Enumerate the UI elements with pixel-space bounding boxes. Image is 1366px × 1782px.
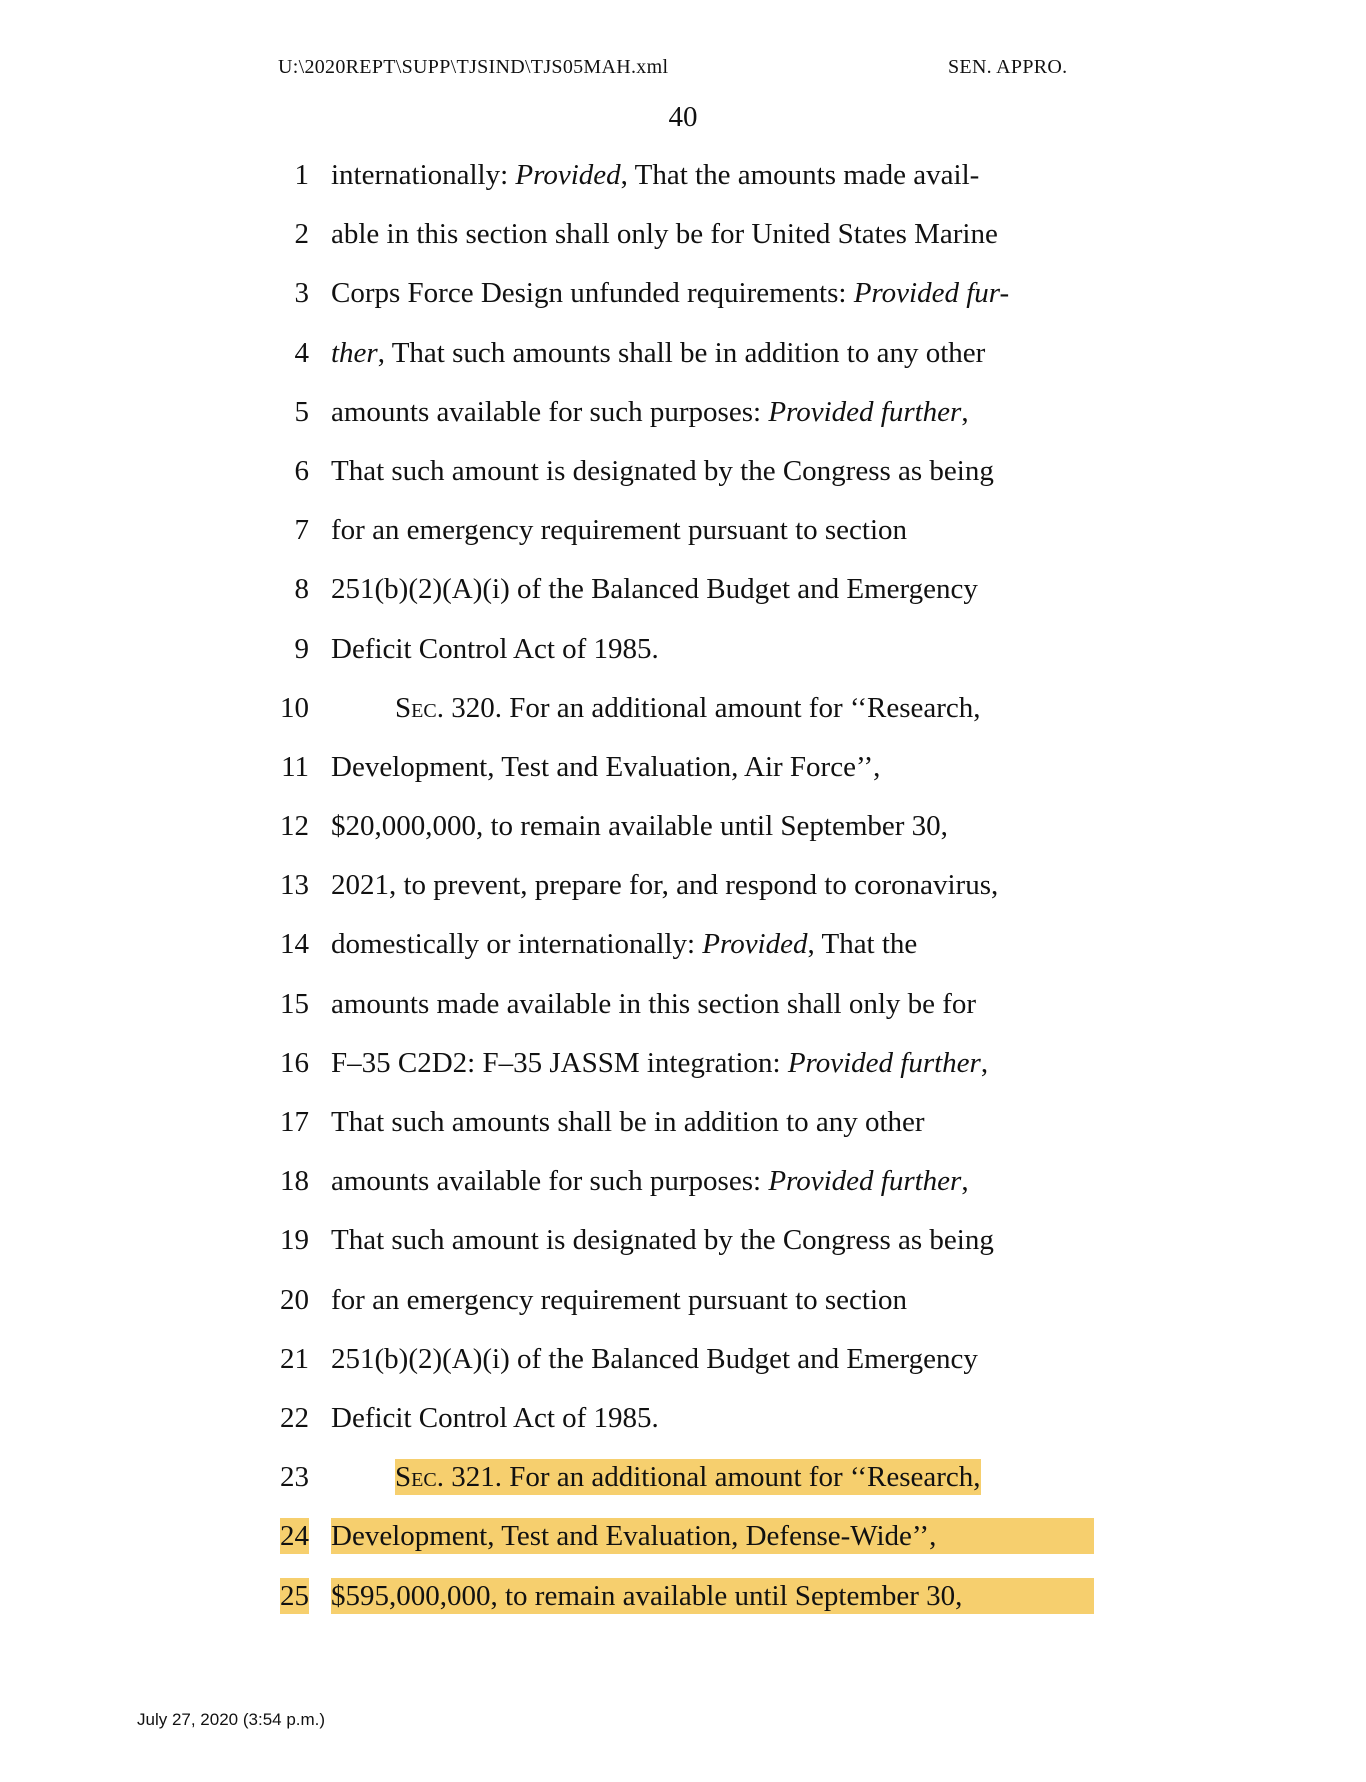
line-text <box>331 749 1094 785</box>
text-run: Corps Force Design unfunded requirements: <box>331 277 854 310</box>
bill-line <box>0 506 1366 565</box>
page-number: 40 <box>668 101 698 133</box>
line-content <box>331 335 985 371</box>
italic-phrase: Provided <box>515 159 621 191</box>
line-text <box>331 394 1094 430</box>
line-content <box>331 216 998 252</box>
bill-line <box>0 447 1366 506</box>
line-number: 4 <box>294 336 309 369</box>
italic-phrase: Provided fur- <box>853 277 1010 310</box>
text-run: . 321. For an additional amount for ‘‘Research, <box>436 1461 981 1494</box>
line-number: 3 <box>294 277 309 310</box>
line-text <box>331 1282 1094 1318</box>
bill-line <box>0 802 1366 861</box>
line-number: 8 <box>294 573 309 606</box>
line-text <box>331 1104 1094 1140</box>
line-content <box>331 926 917 962</box>
line-text <box>331 216 1094 252</box>
text-run: $595,000,000, to remain available until September 30, <box>331 1579 963 1612</box>
text-run: , That such amounts shall be in addition to any other <box>377 336 986 369</box>
bill-line <box>0 980 1366 1039</box>
bill-line <box>0 743 1366 802</box>
text-run: , <box>961 395 969 428</box>
line-content <box>331 1045 988 1081</box>
line-content <box>331 453 994 489</box>
line-text <box>331 1222 1094 1258</box>
text-run: , That the <box>807 928 918 961</box>
line-text <box>331 1400 1094 1436</box>
line-text <box>331 631 1094 667</box>
line-number: 25 <box>280 1579 309 1612</box>
italic-phrase: Provided further <box>768 1165 962 1198</box>
line-content <box>331 1341 978 1377</box>
bill-line <box>0 920 1366 979</box>
line-number: 7 <box>294 514 309 547</box>
line-text <box>331 1045 1094 1081</box>
text-run: Development, Test and Evaluation, Air Force’’, <box>331 750 881 783</box>
line-text <box>331 926 1094 962</box>
text-run: , <box>980 1046 989 1079</box>
text-run: Deficit Control Act of 1985. <box>331 1401 659 1434</box>
line-content <box>395 690 981 726</box>
line-content <box>331 571 978 607</box>
line-text <box>331 157 1094 193</box>
line-number: 12 <box>280 810 309 843</box>
line-text <box>331 867 1094 903</box>
line-text <box>331 808 1094 844</box>
line-content <box>331 749 880 785</box>
text-run: , <box>961 1165 969 1198</box>
line-text <box>331 1163 1094 1199</box>
line-text <box>331 275 1094 311</box>
text-run: for an emergency requirement pursuant to section <box>331 514 908 547</box>
line-number: 14 <box>280 928 309 961</box>
line-content <box>331 631 659 667</box>
italic-phrase: Provided <box>702 928 808 961</box>
line-text <box>331 453 1094 489</box>
line-number: 22 <box>280 1401 309 1434</box>
text-run: Development, Test and Evaluation, Defense-Wide’’, <box>331 1520 937 1553</box>
line-number: 9 <box>294 632 309 665</box>
bill-line <box>0 329 1366 388</box>
line-number: 17 <box>280 1106 309 1138</box>
line-text <box>331 571 1094 607</box>
line-content <box>331 512 907 548</box>
committee-header: SEN. APPRO. <box>948 56 1068 78</box>
bill-line <box>0 1276 1366 1335</box>
line-text <box>331 1459 1094 1495</box>
line-number: 11 <box>281 750 309 783</box>
bill-text-body <box>0 151 1366 1631</box>
line-content <box>331 157 979 193</box>
text-run: for an emergency requirement pursuant to section <box>331 1283 908 1316</box>
italic-phrase: ther <box>331 336 378 369</box>
line-text <box>331 1518 1094 1554</box>
bill-line <box>0 1098 1366 1157</box>
line-content <box>331 1104 925 1140</box>
line-number: 23 <box>280 1461 309 1494</box>
line-content <box>331 808 948 844</box>
line-number: 18 <box>280 1165 309 1198</box>
line-number: 5 <box>294 395 309 428</box>
highlighted-passage <box>395 1459 981 1495</box>
line-number: 10 <box>280 691 309 724</box>
line-content <box>331 1400 659 1436</box>
text-run: That such amount is designated by the Congress as being <box>331 1224 994 1257</box>
line-text <box>331 1341 1094 1377</box>
section-label: Sec <box>395 1461 437 1494</box>
text-run: 251(b)(2)(A)(i) of the Balanced Budget and Emergency <box>331 573 978 606</box>
bill-line <box>0 388 1366 447</box>
bill-line <box>0 269 1366 328</box>
bill-line <box>0 625 1366 684</box>
highlighted-passage <box>331 1518 936 1554</box>
text-run: $20,000,000, to remain available until September 30, <box>331 810 948 843</box>
italic-phrase: Provided further <box>787 1046 981 1079</box>
text-run: amounts available for such purposes: <box>331 1165 769 1198</box>
line-number: 21 <box>280 1342 309 1375</box>
text-run: amounts made available in this section shall only be for <box>331 987 977 1020</box>
line-number: 2 <box>294 218 309 251</box>
footer-timestamp: July 27, 2020 (3:54 p.m.) <box>137 1710 326 1729</box>
text-run: 2021, to prevent, prepare for, and respond to coronavirus, <box>331 869 999 902</box>
line-content <box>331 1222 994 1258</box>
line-content <box>331 275 1009 311</box>
line-text <box>331 335 1094 371</box>
text-run: domestically or internationally: <box>331 928 703 961</box>
bill-line <box>0 1572 1366 1631</box>
text-run: Deficit Control Act of 1985. <box>331 632 659 665</box>
bill-line <box>0 210 1366 269</box>
bill-line <box>0 861 1366 920</box>
section-label: Sec <box>395 691 437 724</box>
line-number: 13 <box>280 869 309 902</box>
text-run: F–35 C2D2: F–35 JASSM integration: <box>331 1046 788 1079</box>
text-run: able in this section shall only be for United States Marine <box>331 218 998 251</box>
text-run: , That the amounts made avail- <box>620 159 980 191</box>
bill-line <box>0 565 1366 624</box>
file-path-header: U:\2020REPT\SUPP\TJSIND\TJS05MAH.xml <box>278 56 669 78</box>
line-number: 1 <box>294 159 309 191</box>
line-number: 24 <box>280 1520 309 1553</box>
line-content <box>331 1282 907 1318</box>
text-run: . 320. For an additional amount for ‘‘Research, <box>436 691 981 724</box>
text-run: amounts available for such purposes: <box>331 395 769 428</box>
line-number: 6 <box>294 454 309 487</box>
bill-line <box>0 1157 1366 1216</box>
text-run: That such amount is designated by the Congress as being <box>331 454 994 487</box>
bill-line <box>0 1216 1366 1275</box>
line-content <box>331 1163 969 1199</box>
text-run: internationally: <box>331 159 516 191</box>
line-content <box>331 394 969 430</box>
line-number: 16 <box>280 1046 309 1079</box>
line-content <box>331 986 976 1022</box>
highlighted-passage <box>331 1578 962 1614</box>
bill-line <box>0 1335 1366 1394</box>
line-text <box>331 512 1094 548</box>
line-content <box>331 867 998 903</box>
italic-phrase: Provided further <box>768 395 962 428</box>
line-text <box>331 986 1094 1022</box>
bill-line <box>0 151 1366 210</box>
bill-line <box>0 684 1366 743</box>
line-text <box>331 690 1094 726</box>
line-number: 19 <box>280 1224 309 1257</box>
line-text <box>331 1578 1094 1614</box>
bill-line <box>0 1039 1366 1098</box>
line-number: 15 <box>280 987 309 1020</box>
text-run: 251(b)(2)(A)(i) of the Balanced Budget and Emergency <box>331 1342 978 1375</box>
bill-line <box>0 1453 1366 1512</box>
bill-line <box>0 1512 1366 1571</box>
bill-line <box>0 1394 1366 1453</box>
text-run: That such amounts shall be in addition to any other <box>331 1106 925 1138</box>
line-number: 20 <box>280 1283 309 1316</box>
